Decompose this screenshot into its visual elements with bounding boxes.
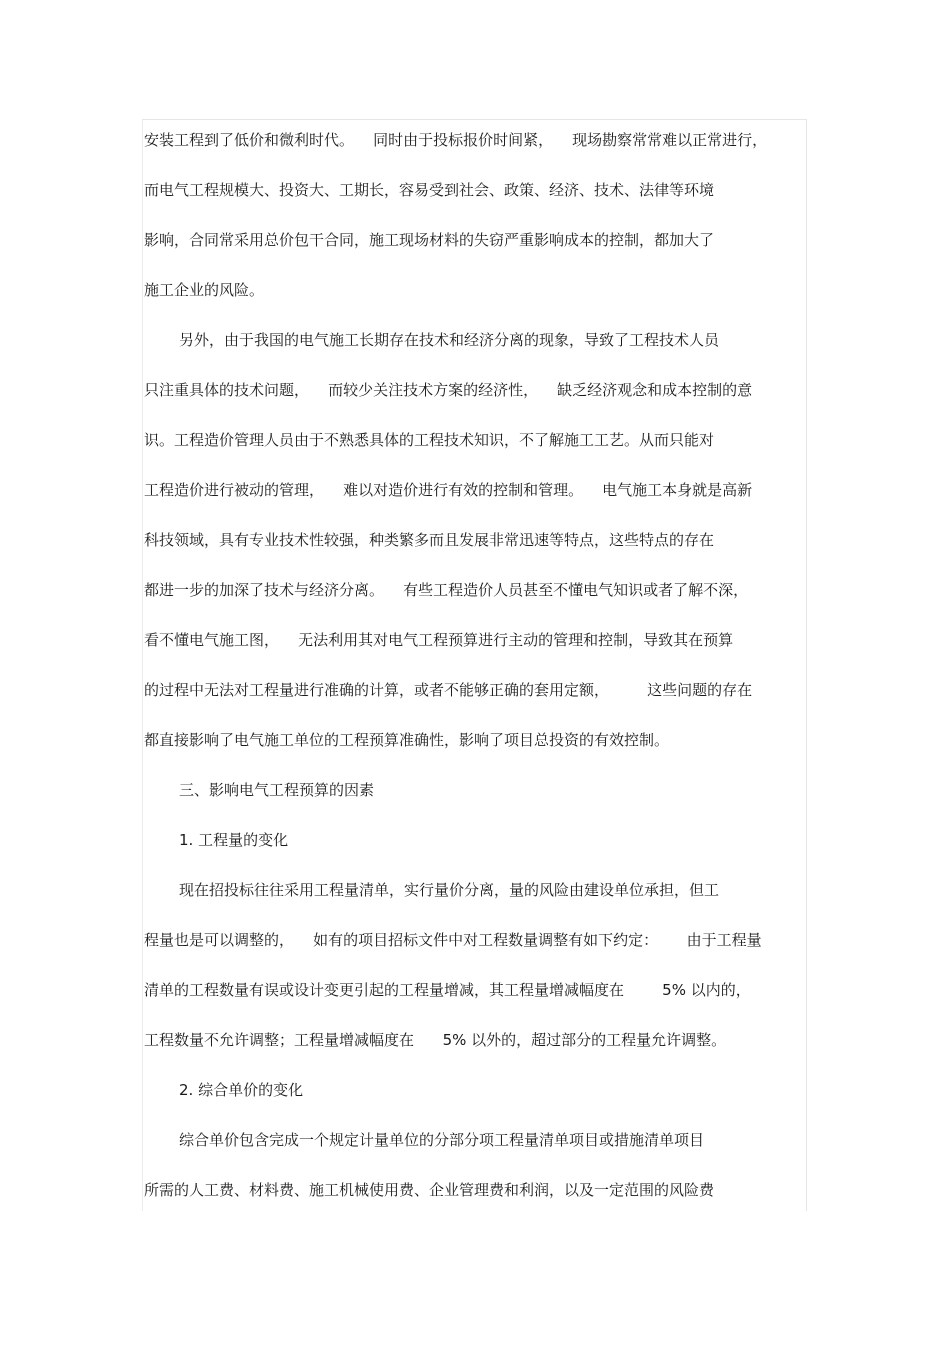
subheading-2: 2. 综合单价的变化	[179, 1081, 304, 1099]
text-line-3: 影响，合同常采用总价包干合同，施工现场材料的失窃严重影响成本的控制，都加大了	[144, 231, 715, 249]
text-line-19: 工程数量不允许调整；工程量增减幅度在 5% 以外的，超过部分的工程量允许调整。	[144, 1031, 727, 1049]
subheading-1: 1. 工程量的变化	[179, 831, 289, 849]
text-line-4: 施工企业的风险。	[144, 281, 265, 299]
text-line-6: 只注重具体的技术问题， 而较少关注技术方案的经济性， 缺乏经济观念和成本控制的意	[144, 381, 753, 399]
text-line-12: 的过程中无法对工程量进行准确的计算，或者不能够正确的套用定额， 这些问题的存在	[144, 681, 753, 699]
text-line-22: 所需的人工费、材料费、施工机械使用费、企业管理费和利润，以及一定范围的风险费	[144, 1181, 715, 1199]
text-line-17: 程量也是可以调整的， 如有的项目招标文件中对工程数量调整有如下约定： 由于工程量	[144, 931, 762, 949]
text-line-2: 而电气工程规模大、投资大、工期长，容易受到社会、政策、经济、技术、法律等环境	[144, 181, 715, 199]
text-line-16: 现在招投标往往采用工程量清单，实行量价分离，量的风险由建设单位承担，但工	[179, 881, 720, 899]
section-heading-3: 三、影响电气工程预算的因素	[179, 781, 375, 799]
text-line-18: 清单的工程数量有误或设计变更引起的工程量增减，其工程量增减幅度在 5% 以内的，	[144, 981, 751, 999]
text-line-10: 都进一步的加深了技术与经济分离。 有些工程造价人员甚至不懂电气知识或者了解不深，	[144, 581, 749, 599]
text-line-7: 识。工程造价管理人员由于不熟悉具体的工程技术知识，不了解施工工艺。从而只能对	[144, 431, 715, 449]
text-line-8: 工程造价进行被动的管理， 难以对造价进行有效的控制和管理。 电气施工本身就是高新	[144, 481, 753, 499]
text-line-21: 综合单价包含完成一个规定计量单位的分部分项工程量清单项目或措施清单项目	[179, 1131, 705, 1149]
text-line-9: 科技领域，具有专业技术性较强，种类繁多而且发展非常迅速等特点，这些特点的存在	[144, 531, 715, 549]
text-line-5: 另外，由于我国的电气施工长期存在技术和经济分离的现象，导致了工程技术人员	[179, 331, 720, 349]
text-line-1: 安装工程到了低价和微利时代。 同时由于投标报价时间紧， 现场勘察常常难以正常进行，	[144, 131, 768, 149]
text-line-11: 看不懂电气施工图， 无法利用其对电气工程预算进行主动的管理和控制，导致其在预算	[144, 631, 734, 649]
text-line-13: 都直接影响了电气施工单位的工程预算准确性，影响了项目总投资的有效控制。	[144, 731, 670, 749]
